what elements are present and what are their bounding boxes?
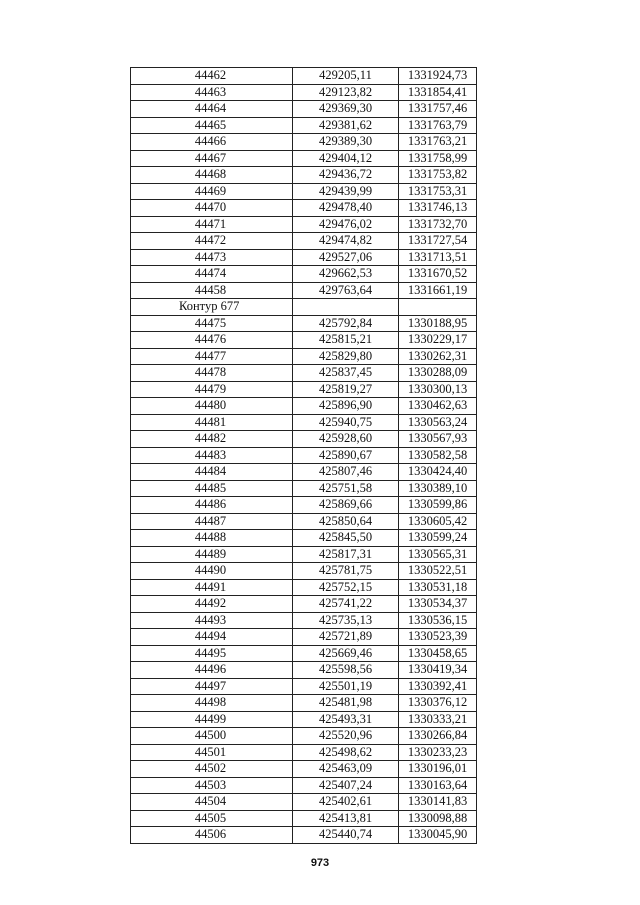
point-number-cell: 44469 <box>131 183 293 200</box>
table-row <box>131 183 477 200</box>
point-number-cell: 44481 <box>131 414 293 431</box>
point-number-cell: 44470 <box>131 200 293 217</box>
y-coordinate-cell: 1330424,40 <box>399 464 477 481</box>
x-coordinate-cell: 429436,72 <box>293 167 399 184</box>
table-row <box>131 332 477 349</box>
point-number-cell: 44485 <box>131 480 293 497</box>
point-number-cell: 44505 <box>131 810 293 827</box>
y-coordinate-cell: 1330233,23 <box>399 744 477 761</box>
x-coordinate-cell: 425402,61 <box>293 794 399 811</box>
point-number-cell: 44473 <box>131 249 293 266</box>
empty-cell <box>293 299 399 316</box>
y-coordinate-cell: 1330582,58 <box>399 447 477 464</box>
point-number-cell: 44489 <box>131 546 293 563</box>
y-coordinate-cell: 1330163,64 <box>399 777 477 794</box>
point-number-cell: 44484 <box>131 464 293 481</box>
x-coordinate-cell: 425440,74 <box>293 827 399 844</box>
point-number-cell: 44477 <box>131 348 293 365</box>
point-number-cell: 44490 <box>131 563 293 580</box>
point-number-cell: 44500 <box>131 728 293 745</box>
y-coordinate-cell: 1330196,01 <box>399 761 477 778</box>
y-coordinate-cell: 1330565,31 <box>399 546 477 563</box>
point-number-cell: 44479 <box>131 381 293 398</box>
y-coordinate-cell: 1331757,46 <box>399 101 477 118</box>
x-coordinate-cell: 425940,75 <box>293 414 399 431</box>
y-coordinate-cell: 1330462,63 <box>399 398 477 415</box>
point-number-cell: 44475 <box>131 315 293 332</box>
table-row <box>131 579 477 596</box>
point-number-cell: 44480 <box>131 398 293 415</box>
y-coordinate-cell: 1330458,65 <box>399 645 477 662</box>
point-number-cell: 44465 <box>131 117 293 134</box>
x-coordinate-cell: 425815,21 <box>293 332 399 349</box>
point-number-cell: 44463 <box>131 84 293 101</box>
table-row <box>131 348 477 365</box>
y-coordinate-cell: 1330523,39 <box>399 629 477 646</box>
table-row <box>131 233 477 250</box>
x-coordinate-cell: 429381,62 <box>293 117 399 134</box>
y-coordinate-cell: 1330389,10 <box>399 480 477 497</box>
empty-cell <box>399 299 477 316</box>
x-coordinate-cell: 425721,89 <box>293 629 399 646</box>
table-row <box>131 398 477 415</box>
x-coordinate-cell: 425850,64 <box>293 513 399 530</box>
x-coordinate-cell: 429439,99 <box>293 183 399 200</box>
y-coordinate-cell: 1330599,86 <box>399 497 477 514</box>
y-coordinate-cell: 1330392,41 <box>399 678 477 695</box>
x-coordinate-cell: 429369,30 <box>293 101 399 118</box>
y-coordinate-cell: 1331746,13 <box>399 200 477 217</box>
point-number-cell: 44495 <box>131 645 293 662</box>
y-coordinate-cell: 1330531,18 <box>399 579 477 596</box>
table-row <box>131 480 477 497</box>
x-coordinate-cell: 425890,67 <box>293 447 399 464</box>
point-number-cell: 44487 <box>131 513 293 530</box>
x-coordinate-cell: 425781,75 <box>293 563 399 580</box>
table-row <box>131 695 477 712</box>
table-row <box>131 596 477 613</box>
table-row <box>131 546 477 563</box>
x-coordinate-cell: 425845,50 <box>293 530 399 547</box>
x-coordinate-cell: 425735,13 <box>293 612 399 629</box>
y-coordinate-cell: 1330229,17 <box>399 332 477 349</box>
x-coordinate-cell: 425520,96 <box>293 728 399 745</box>
y-coordinate-cell: 1331753,31 <box>399 183 477 200</box>
y-coordinate-cell: 1330188,95 <box>399 315 477 332</box>
point-number-cell: 44499 <box>131 711 293 728</box>
point-number-cell: 44472 <box>131 233 293 250</box>
point-number-cell: 44476 <box>131 332 293 349</box>
x-coordinate-cell: 425819,27 <box>293 381 399 398</box>
table-row <box>131 216 477 233</box>
table-row <box>131 68 477 85</box>
x-coordinate-cell: 425792,84 <box>293 315 399 332</box>
x-coordinate-cell: 425501,19 <box>293 678 399 695</box>
y-coordinate-cell: 1331924,73 <box>399 68 477 85</box>
point-number-cell: 44474 <box>131 266 293 283</box>
x-coordinate-cell: 425869,66 <box>293 497 399 514</box>
table-row <box>131 266 477 283</box>
y-coordinate-cell: 1330376,12 <box>399 695 477 712</box>
x-coordinate-cell: 425598,56 <box>293 662 399 679</box>
table-row <box>131 365 477 382</box>
x-coordinate-cell: 429476,02 <box>293 216 399 233</box>
table-row <box>131 167 477 184</box>
point-number-cell: 44478 <box>131 365 293 382</box>
section-header-row <box>131 299 477 316</box>
x-coordinate-cell: 429123,82 <box>293 84 399 101</box>
table-row <box>131 414 477 431</box>
y-coordinate-cell: 1330605,42 <box>399 513 477 530</box>
y-coordinate-cell: 1330419,34 <box>399 662 477 679</box>
point-number-cell: 44483 <box>131 447 293 464</box>
page-number: 973 <box>310 857 330 869</box>
point-number-cell: 44488 <box>131 530 293 547</box>
table-row <box>131 249 477 266</box>
y-coordinate-cell: 1331763,21 <box>399 134 477 151</box>
y-coordinate-cell: 1330288,09 <box>399 365 477 382</box>
point-number-cell: 44471 <box>131 216 293 233</box>
point-number-cell: 44492 <box>131 596 293 613</box>
table-row <box>131 530 477 547</box>
point-number-cell: 44464 <box>131 101 293 118</box>
x-coordinate-cell: 429527,06 <box>293 249 399 266</box>
table-row <box>131 744 477 761</box>
y-coordinate-cell: 1330141,83 <box>399 794 477 811</box>
x-coordinate-cell: 425928,60 <box>293 431 399 448</box>
point-number-cell: 44502 <box>131 761 293 778</box>
y-coordinate-cell: 1330522,51 <box>399 563 477 580</box>
y-coordinate-cell: 1330266,84 <box>399 728 477 745</box>
x-coordinate-cell: 425896,90 <box>293 398 399 415</box>
x-coordinate-cell: 425463,09 <box>293 761 399 778</box>
y-coordinate-cell: 1330300,13 <box>399 381 477 398</box>
point-number-cell: 44462 <box>131 68 293 85</box>
table-row <box>131 282 477 299</box>
coordinates-table <box>130 67 477 844</box>
x-coordinate-cell: 425498,62 <box>293 744 399 761</box>
y-coordinate-cell: 1330563,24 <box>399 414 477 431</box>
table-row <box>131 827 477 844</box>
y-coordinate-cell: 1331661,19 <box>399 282 477 299</box>
table-row <box>131 629 477 646</box>
table-row <box>131 810 477 827</box>
table-row <box>131 794 477 811</box>
table-row <box>131 711 477 728</box>
point-number-cell: 44506 <box>131 827 293 844</box>
x-coordinate-cell: 429478,40 <box>293 200 399 217</box>
table-row <box>131 777 477 794</box>
table-row <box>131 447 477 464</box>
y-coordinate-cell: 1331713,51 <box>399 249 477 266</box>
x-coordinate-cell: 429662,53 <box>293 266 399 283</box>
point-number-cell: 44491 <box>131 579 293 596</box>
table-row <box>131 117 477 134</box>
table-row <box>131 134 477 151</box>
y-coordinate-cell: 1331763,79 <box>399 117 477 134</box>
point-number-cell: 44468 <box>131 167 293 184</box>
point-number-cell: 44503 <box>131 777 293 794</box>
table-row <box>131 645 477 662</box>
table-row <box>131 563 477 580</box>
point-number-cell: 44494 <box>131 629 293 646</box>
table-row <box>131 315 477 332</box>
x-coordinate-cell: 425829,80 <box>293 348 399 365</box>
point-number-cell: 44467 <box>131 150 293 167</box>
point-number-cell: 44493 <box>131 612 293 629</box>
table-row <box>131 200 477 217</box>
section-title: Контур 677 <box>131 299 293 316</box>
x-coordinate-cell: 425817,31 <box>293 546 399 563</box>
table-row <box>131 497 477 514</box>
y-coordinate-cell: 1331670,52 <box>399 266 477 283</box>
y-coordinate-cell: 1330599,24 <box>399 530 477 547</box>
point-number-cell: 44458 <box>131 282 293 299</box>
x-coordinate-cell: 425751,58 <box>293 480 399 497</box>
y-coordinate-cell: 1331753,82 <box>399 167 477 184</box>
x-coordinate-cell: 429404,12 <box>293 150 399 167</box>
table-row <box>131 431 477 448</box>
x-coordinate-cell: 425807,46 <box>293 464 399 481</box>
y-coordinate-cell: 1331727,54 <box>399 233 477 250</box>
y-coordinate-cell: 1331758,99 <box>399 150 477 167</box>
y-coordinate-cell: 1331732,70 <box>399 216 477 233</box>
x-coordinate-cell: 429389,30 <box>293 134 399 151</box>
x-coordinate-cell: 425407,24 <box>293 777 399 794</box>
x-coordinate-cell: 425669,46 <box>293 645 399 662</box>
table-row <box>131 84 477 101</box>
table-row <box>131 612 477 629</box>
y-coordinate-cell: 1330262,31 <box>399 348 477 365</box>
table-row <box>131 761 477 778</box>
point-number-cell: 44482 <box>131 431 293 448</box>
y-coordinate-cell: 1330045,90 <box>399 827 477 844</box>
point-number-cell: 44501 <box>131 744 293 761</box>
x-coordinate-cell: 425752,15 <box>293 579 399 596</box>
x-coordinate-cell: 425493,31 <box>293 711 399 728</box>
table-row <box>131 381 477 398</box>
table-row <box>131 662 477 679</box>
y-coordinate-cell: 1331854,41 <box>399 84 477 101</box>
coordinates-table-body <box>131 68 477 844</box>
table-row <box>131 678 477 695</box>
table-row <box>131 150 477 167</box>
x-coordinate-cell: 429474,82 <box>293 233 399 250</box>
table-row <box>131 728 477 745</box>
table-row <box>131 513 477 530</box>
y-coordinate-cell: 1330098,88 <box>399 810 477 827</box>
point-number-cell: 44498 <box>131 695 293 712</box>
point-number-cell: 44497 <box>131 678 293 695</box>
y-coordinate-cell: 1330333,21 <box>399 711 477 728</box>
y-coordinate-cell: 1330534,37 <box>399 596 477 613</box>
point-number-cell: 44504 <box>131 794 293 811</box>
x-coordinate-cell: 425741,22 <box>293 596 399 613</box>
y-coordinate-cell: 1330536,15 <box>399 612 477 629</box>
x-coordinate-cell: 429205,11 <box>293 68 399 85</box>
x-coordinate-cell: 429763,64 <box>293 282 399 299</box>
point-number-cell: 44486 <box>131 497 293 514</box>
point-number-cell: 44466 <box>131 134 293 151</box>
table-row <box>131 464 477 481</box>
y-coordinate-cell: 1330567,93 <box>399 431 477 448</box>
table-row <box>131 101 477 118</box>
x-coordinate-cell: 425413,81 <box>293 810 399 827</box>
x-coordinate-cell: 425837,45 <box>293 365 399 382</box>
x-coordinate-cell: 425481,98 <box>293 695 399 712</box>
point-number-cell: 44496 <box>131 662 293 679</box>
